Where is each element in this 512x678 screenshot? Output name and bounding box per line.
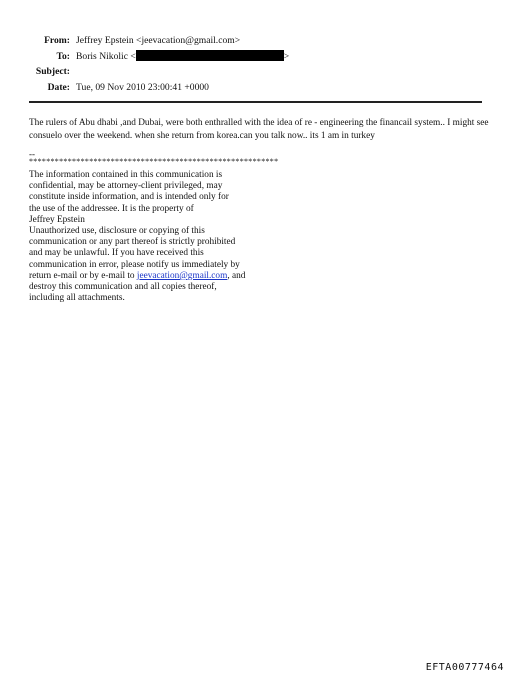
disclaimer-line-with-link xyxy=(29,271,289,282)
from-label: From: xyxy=(44,35,70,46)
disclaimer-line: destroy this communication and all copies thereof, xyxy=(29,282,217,293)
disclaimer-line: including all attachments. xyxy=(29,293,125,304)
signature-dash: -- xyxy=(29,149,35,159)
date-label: Date: xyxy=(47,81,70,93)
bates-number: EFTA00777464 xyxy=(425,662,504,673)
disclaimer-line: Unauthorized use, disclosure or copying of this xyxy=(29,226,205,237)
to-label: To: xyxy=(56,50,70,62)
disclaimer-line: constitute inside information, and is intended only for xyxy=(29,192,229,203)
to-value-suffix: > xyxy=(283,50,290,62)
disclaimer-line: the use of the addressee. It is the property of xyxy=(29,203,194,214)
subject-row xyxy=(0,64,300,80)
confidentiality-disclaimer xyxy=(29,170,289,304)
email-header xyxy=(0,33,300,95)
disclaimer-line: and may be unlawful. If you have received this xyxy=(29,248,204,259)
date-value: Tue, 09 Nov 2010 23:00:41 +0000 xyxy=(76,81,209,93)
signature-stars: ********************************************************** xyxy=(29,157,279,166)
disclaimer-link-suffix: , and xyxy=(227,270,246,281)
disclaimer-line: confidential, may be attorney-client privileged, may xyxy=(29,181,223,192)
to-row xyxy=(0,49,300,65)
from-value: Jeffrey Epstein <jeevacation@gmail.com> xyxy=(76,35,241,46)
disclaimer-line: communication or any part thereof is strictly prohibited xyxy=(29,237,236,248)
disclaimer-line: Jeffrey Epstein xyxy=(29,214,85,225)
to-value-prefix: Boris Nikolic < xyxy=(76,50,136,62)
redaction-box xyxy=(136,50,284,61)
disclaimer-line: communication in error, please notify us immediately by xyxy=(29,259,240,270)
disclaimer-link-prefix: return e-mail or by e-mail to xyxy=(29,270,137,281)
email-link[interactable]: jeevacation@gmail.com xyxy=(136,270,228,281)
from-row xyxy=(0,33,300,49)
disclaimer-line: The information contained in this communication is xyxy=(29,170,223,180)
header-divider xyxy=(29,101,482,103)
to-value xyxy=(76,49,289,65)
subject-label: Subject: xyxy=(35,66,70,77)
date-row xyxy=(0,80,300,96)
message-body: The rulers of Abu dhabi ,and Dubai, were both enthralled with the idea of re - engineering the financail system.. I might see consuelo over the weekend. when she return from korea.can you talk now.. its 1 am in turkey xyxy=(29,118,489,141)
